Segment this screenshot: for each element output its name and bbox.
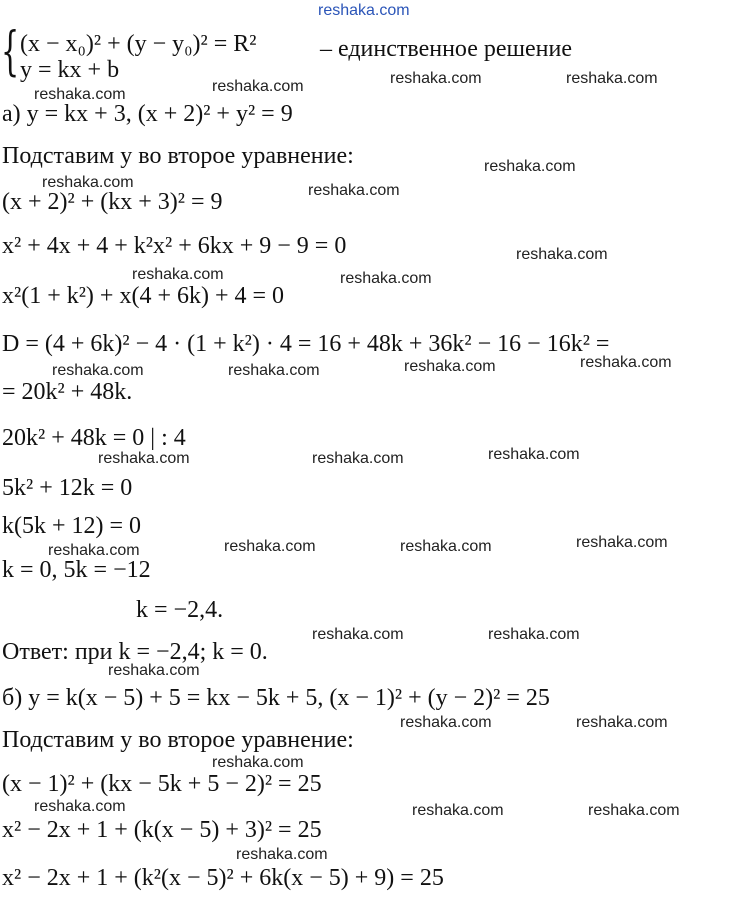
watermark: reshaka.com: [390, 70, 482, 87]
equation-line: 5k² + 12k = 0: [2, 475, 133, 501]
watermark: reshaka.com: [132, 266, 224, 283]
discriminant-line: D = (4 + 6k)² − 4 · (1 + k²) · 4 = 16 + 48k + 36k² − 16 − 16k² =: [2, 331, 610, 357]
root-value: k = −2,4.: [136, 597, 224, 623]
watermark: reshaka.com: [48, 542, 140, 559]
equation-line: x² − 2x + 1 + (k(x − 5) + 3)² = 25: [2, 817, 322, 843]
equation-line: k(5k + 12) = 0: [2, 513, 142, 539]
system-note: – единственное решение: [320, 36, 572, 62]
watermark: reshaka.com: [588, 802, 680, 819]
equation-line: (x − 1)² + (kx − 5k + 5 − 2)² = 25: [2, 771, 322, 797]
system-equation-2: y = kx + b: [20, 57, 120, 83]
watermark: reshaka.com: [308, 182, 400, 199]
part-b-statement: б) y = k(x − 5) + 5 = kx − 5k + 5, (x − 1)² + (y − 2)² = 25: [2, 685, 550, 711]
watermark: reshaka.com: [488, 626, 580, 643]
answer-a: Ответ: при k = −2,4; k = 0.: [2, 639, 268, 665]
system-equation-1: (x − x₀)² + (y − y₀)² = R²: [20, 31, 257, 57]
watermark: reshaka.com: [236, 846, 328, 863]
roots-line: k = 0, 5k = −12: [2, 557, 151, 583]
watermark: reshaka.com: [42, 174, 134, 191]
watermark: reshaka.com: [400, 538, 492, 555]
watermark: reshaka.com: [576, 534, 668, 551]
substitution-note-a: Подставим y во второе уравнение:: [2, 143, 354, 169]
watermark: reshaka.com: [312, 626, 404, 643]
watermark: reshaka.com: [404, 358, 496, 375]
watermark: reshaka.com: [34, 86, 126, 103]
equation-line: (x + 2)² + (kx + 3)² = 9: [2, 189, 223, 215]
watermark: reshaka.com: [228, 362, 320, 379]
watermark: reshaka.com: [34, 798, 126, 815]
watermark: reshaka.com: [484, 158, 576, 175]
system-brace: {: [1, 22, 20, 82]
watermark-top: reshaka.com: [318, 2, 410, 19]
watermark: reshaka.com: [52, 362, 144, 379]
watermark: reshaka.com: [108, 662, 200, 679]
watermark: reshaka.com: [212, 78, 304, 95]
watermark: reshaka.com: [340, 270, 432, 287]
discriminant-result: = 20k² + 48k.: [2, 379, 133, 405]
watermark: reshaka.com: [212, 754, 304, 771]
equation-line: x² − 2x + 1 + (k²(x − 5)² + 6k(x − 5) + 9) = 25: [2, 865, 444, 891]
watermark: reshaka.com: [566, 70, 658, 87]
watermark: reshaka.com: [412, 802, 504, 819]
watermark: reshaka.com: [400, 714, 492, 731]
watermark: reshaka.com: [98, 450, 190, 467]
equation-line: x² + 4x + 4 + k²x² + 6kx + 9 − 9 = 0: [2, 233, 347, 259]
watermark: reshaka.com: [224, 538, 316, 555]
watermark: reshaka.com: [488, 446, 580, 463]
watermark: reshaka.com: [576, 714, 668, 731]
substitution-note-b: Подставим y во второе уравнение:: [2, 727, 354, 753]
part-a-statement: а) y = kx + 3, (x + 2)² + y² = 9: [2, 101, 293, 127]
watermark: reshaka.com: [312, 450, 404, 467]
equation-line: 20k² + 48k = 0 | : 4: [2, 425, 186, 451]
watermark: reshaka.com: [580, 354, 672, 371]
equation-line: x²(1 + k²) + x(4 + 6k) + 4 = 0: [2, 283, 285, 309]
watermark: reshaka.com: [516, 246, 608, 263]
